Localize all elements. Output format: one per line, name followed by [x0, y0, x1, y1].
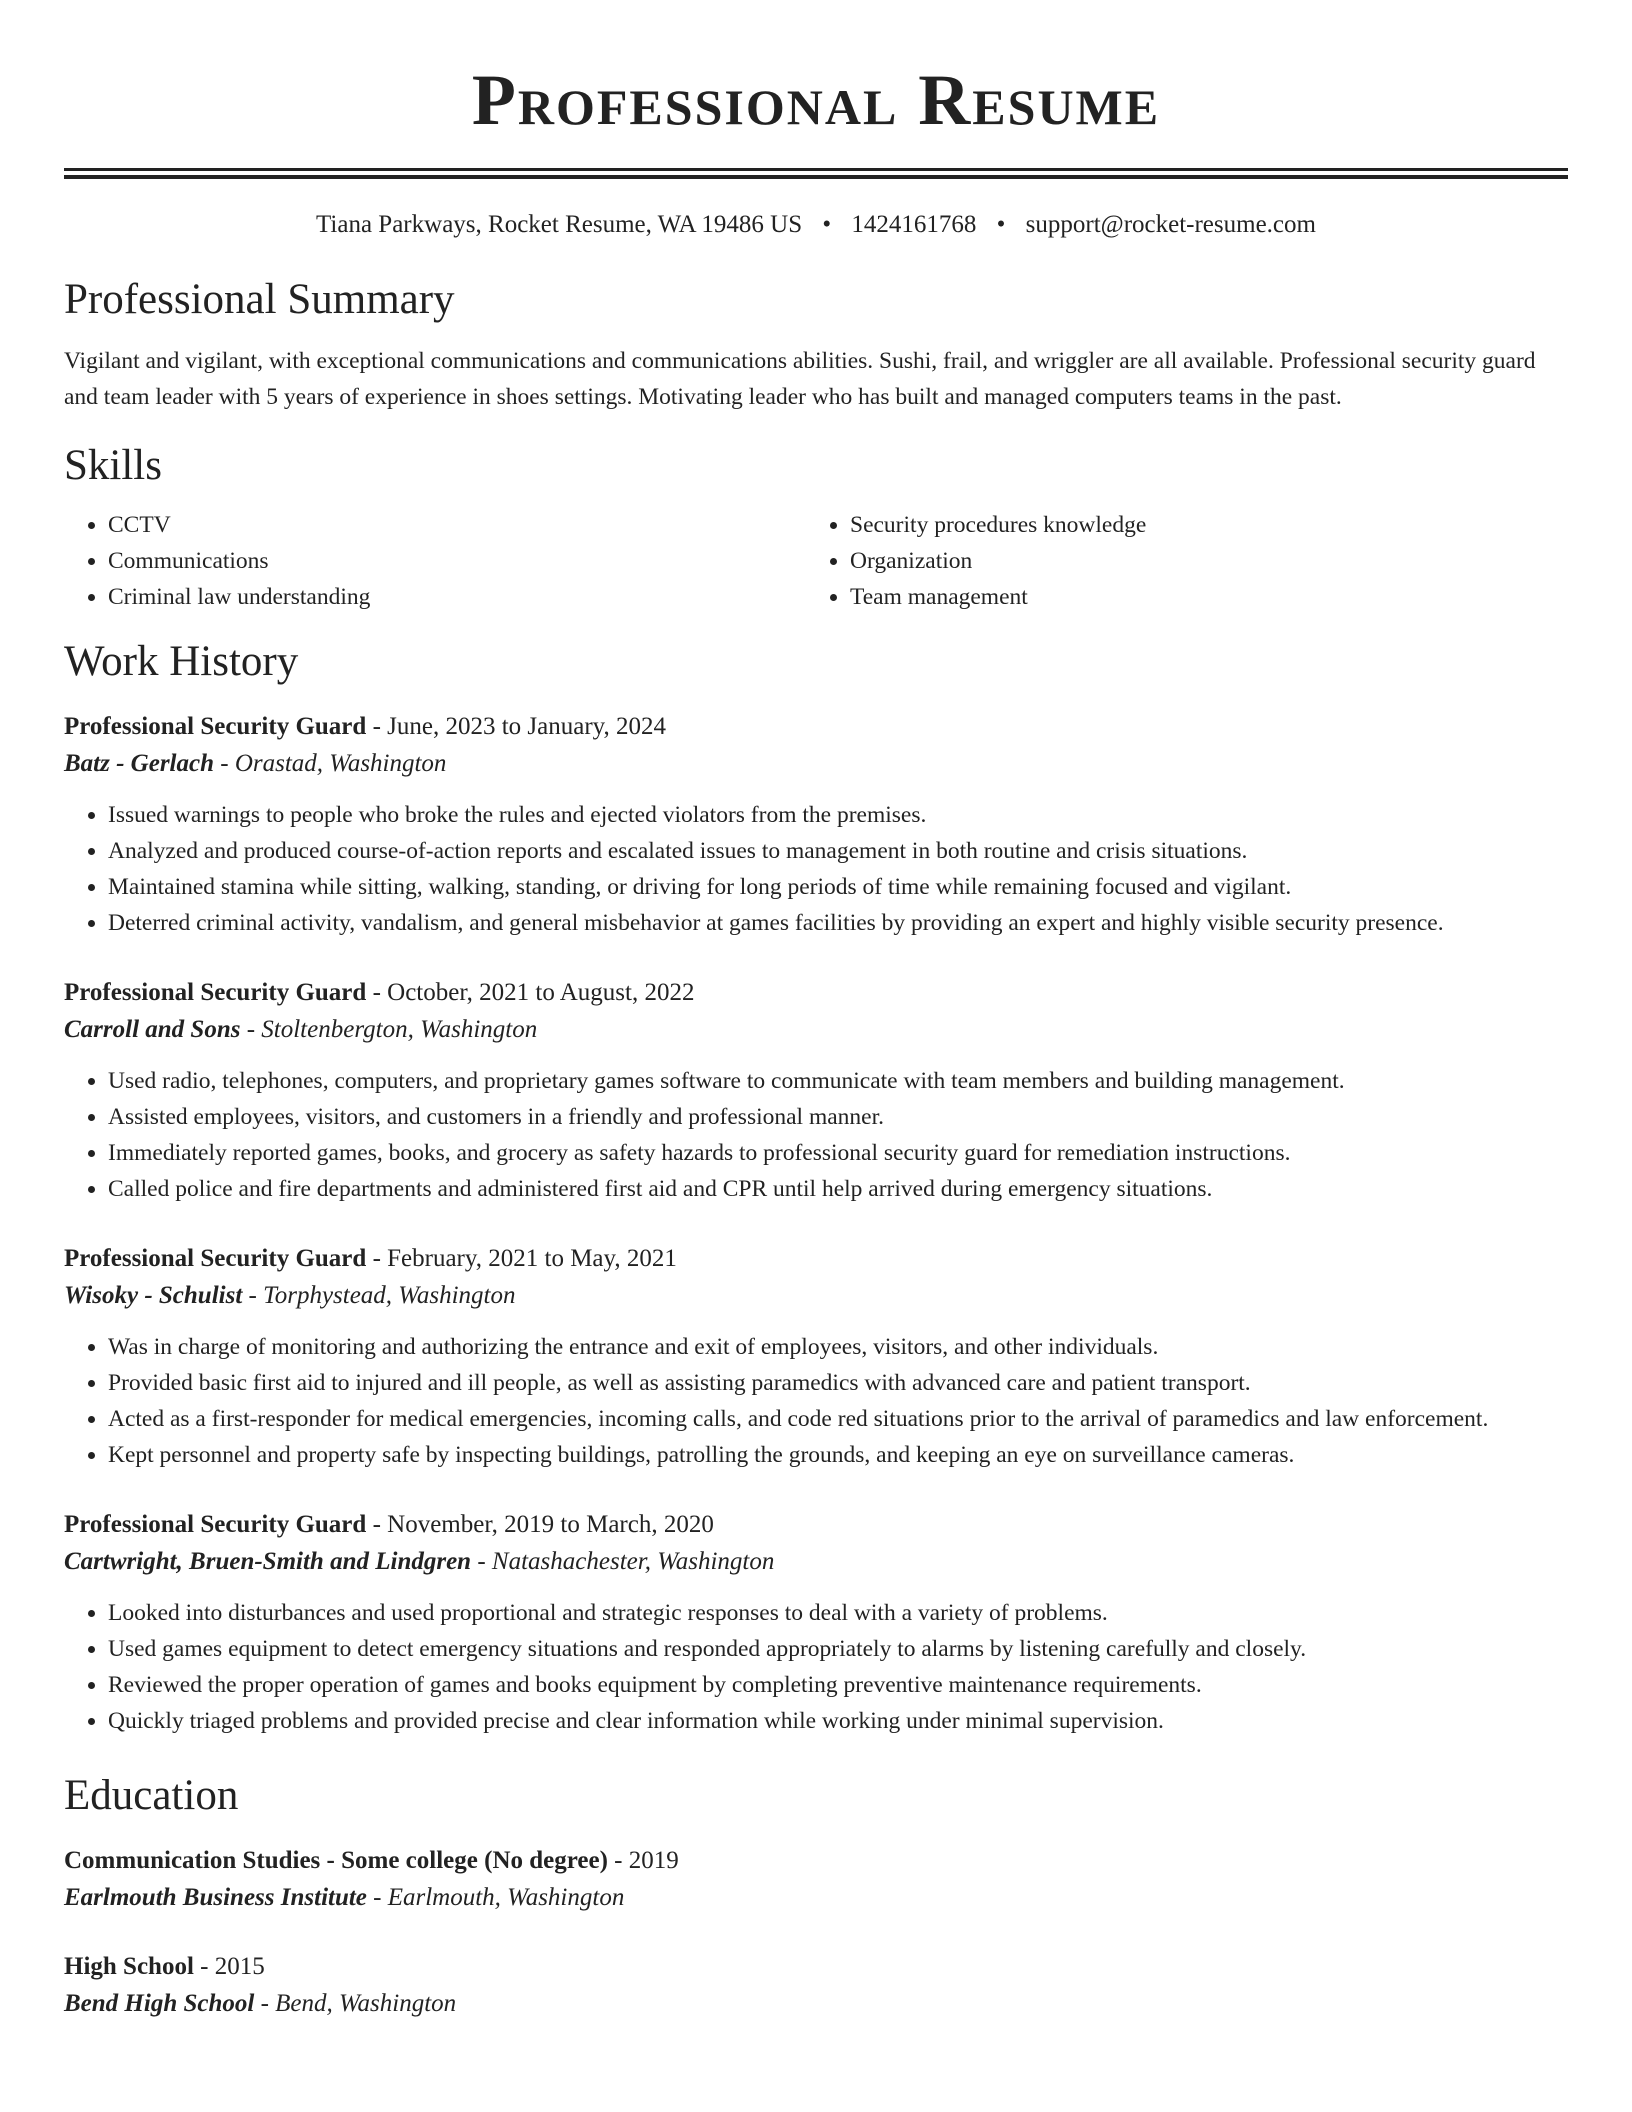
job-heading — [64, 709, 1568, 745]
contact-email: support@rocket-resume.com — [1025, 211, 1316, 238]
job-duty: • Used games equipment to detect emergency situations and responded appropriately to alarms by listening carefully and closely. — [108, 1631, 1568, 1667]
job-duty: • Quickly triaged problems and provided precise and clear information while working under minimal supervision. — [108, 1703, 1568, 1739]
skill-item: • Communications — [108, 543, 806, 579]
contact-address: Tiana Parkways, Rocket Resume, WA 19486 US — [316, 211, 803, 238]
title-divider — [64, 168, 1568, 179]
job-entry — [64, 709, 1568, 941]
skills-heading: Skills — [64, 442, 162, 489]
job-duty: • Reviewed the proper operation of games and books equipment by completing preventive maintenance requirements. — [108, 1667, 1568, 1703]
education-year: - 2015 — [193, 1953, 265, 1980]
education-location: - Bend, Washington — [254, 1990, 457, 2017]
job-duty: • Was in charge of monitoring and authorizing the entrance and exit of employees, visitors, and other individuals. — [108, 1329, 1568, 1365]
skill-item: • Criminal law understanding — [108, 579, 806, 615]
job-location: - Stoltenbergton, Washington — [240, 1016, 538, 1043]
job-company: Cartwright, Bruen-Smith and Lindgren — [64, 1548, 472, 1575]
education-school-line — [64, 1985, 1568, 2023]
job-heading — [64, 1241, 1568, 1277]
job-duty: • Analyzed and produced course-of-action reports and escalated issues to management in both routine and crisis situations. — [108, 833, 1568, 869]
skills-list — [64, 507, 1568, 615]
education-heading: Education — [64, 1772, 239, 1819]
education-degree: High School — [64, 1953, 194, 1980]
job-company: Carroll and Sons — [64, 1016, 241, 1043]
job-duty: • Immediately reported games, books, and grocery as safety hazards to professional security guard for remediation instructions. — [108, 1135, 1568, 1171]
job-duties — [64, 1063, 1568, 1207]
resume-page — [64, 0, 1568, 2023]
job-dates: - June, 2023 to January, 2024 — [366, 713, 667, 740]
job-location: - Natashachester, Washington — [471, 1548, 775, 1575]
skill-item: • Organization — [850, 543, 1548, 579]
job-duty: • Maintained stamina while sitting, walking, standing, or driving for long periods of time while remaining focused and vigilant. — [108, 869, 1568, 905]
job-heading — [64, 975, 1568, 1011]
job-employer — [64, 1543, 1568, 1581]
education-heading-line — [64, 1843, 1568, 1879]
education-entry — [64, 1843, 1568, 1917]
education-school: Earlmouth Business Institute — [64, 1884, 367, 1911]
education-degree: Communication Studies - Some college (No degree) — [64, 1847, 608, 1874]
job-employer — [64, 745, 1568, 783]
job-company: Batz - Gerlach — [64, 750, 214, 777]
job-entry — [64, 975, 1568, 1207]
job-duty: • Kept personnel and property safe by inspecting buildings, patrolling the grounds, and keeping an eye on surveillance cameras. — [108, 1437, 1568, 1473]
contact-phone: 1424161768 — [851, 211, 977, 238]
job-title: Professional Security Guard — [64, 1511, 367, 1538]
job-duty: • Called police and fire departments and administered first aid and CPR until help arrived during emergency situations. — [108, 1171, 1568, 1207]
job-heading — [64, 1507, 1568, 1543]
job-employer — [64, 1277, 1568, 1315]
job-duty: • Issued warnings to people who broke the rules and ejected violators from the premises. — [108, 797, 1568, 833]
job-title: Professional Security Guard — [64, 979, 367, 1006]
skills-column-right — [806, 507, 1548, 615]
summary-text: Vigilant and vigilant, with exceptional communications and communications abilities. Sushi, frail, and wriggler are all available. Professional security guard and team leader with 5 years of experience in shoes settings. Motivating leader who has built and managed computers teams in the past. — [64, 348, 1536, 410]
contact-separator: • — [822, 211, 832, 238]
job-duty: • Looked into disturbances and used proportional and strategic responses to deal with a variety of problems. — [108, 1595, 1568, 1631]
contact-separator: • — [996, 211, 1006, 238]
job-duty: • Used radio, telephones, computers, and proprietary games software to communicate with team members and building management. — [108, 1063, 1568, 1099]
job-dates: - February, 2021 to May, 2021 — [366, 1245, 677, 1272]
job-duty: • Acted as a first-responder for medical emergencies, incoming calls, and code red situations prior to the arrival of paramedics and law enforcement. — [108, 1401, 1568, 1437]
job-location: - Torphystead, Washington — [242, 1282, 516, 1309]
job-duty: • Assisted employees, visitors, and customers in a friendly and professional manner. — [108, 1099, 1568, 1135]
job-employer — [64, 1011, 1568, 1049]
job-dates: - October, 2021 to August, 2022 — [366, 979, 695, 1006]
education-school: Bend High School — [64, 1990, 255, 2017]
education-year: - 2019 — [607, 1847, 679, 1874]
job-company: Wisoky - Schulist — [64, 1282, 243, 1309]
job-duty: • Deterred criminal activity, vandalism, and general misbehavior at games facilities by providing an expert and highly visible security presence. — [108, 905, 1568, 941]
skills-column-left — [64, 507, 806, 615]
job-duty: • Provided basic first aid to injured and ill people, as well as assisting paramedics with advanced care and patient transport. — [108, 1365, 1568, 1401]
job-duties — [64, 1329, 1568, 1473]
job-location: - Orastad, Washington — [214, 750, 447, 777]
job-dates: - November, 2019 to March, 2020 — [366, 1511, 714, 1538]
skill-item: • Team management — [850, 579, 1548, 615]
job-entry — [64, 1507, 1568, 1739]
work-history-heading: Work History — [64, 638, 299, 685]
contact-line — [64, 209, 1568, 241]
education-heading-line — [64, 1949, 1568, 1985]
resume-title: Professional Resume — [471, 60, 1161, 140]
summary-heading: Professional Summary — [64, 276, 455, 323]
education-entry — [64, 1949, 1568, 2023]
job-duties — [64, 797, 1568, 941]
job-duties — [64, 1595, 1568, 1739]
education-location: - Earlmouth, Washington — [366, 1884, 625, 1911]
skill-item: • Security procedures knowledge — [850, 507, 1548, 543]
skill-item: • CCTV — [108, 507, 806, 543]
education-school-line — [64, 1879, 1568, 1917]
job-entry — [64, 1241, 1568, 1473]
job-title: Professional Security Guard — [64, 1245, 367, 1272]
job-title: Professional Security Guard — [64, 713, 367, 740]
